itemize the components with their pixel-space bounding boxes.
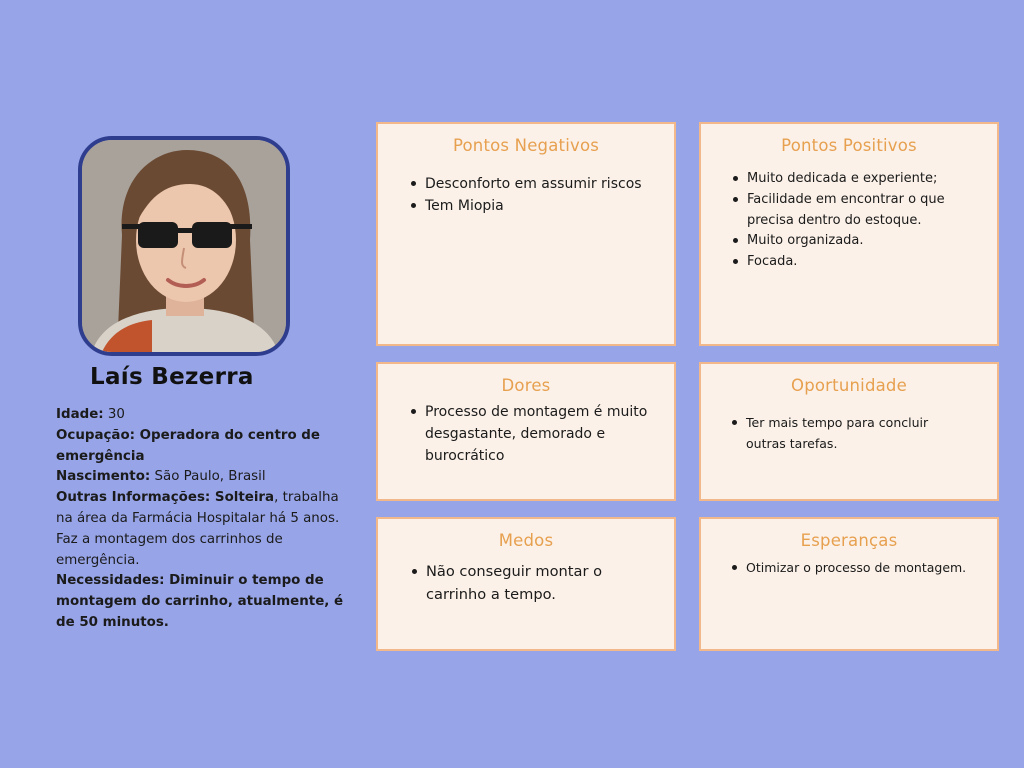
card-list <box>425 401 660 467</box>
card-pontos-positivos <box>699 122 999 346</box>
card-title: Dores <box>501 376 551 395</box>
info-necessidades: Necessidades: Diminuir o tempo de montagem do carrinho, atualmente, é de 50 minutos. <box>56 573 344 630</box>
list-item: Tem Miopia <box>425 195 674 217</box>
card-list <box>425 173 674 217</box>
list-item: Muito organizada. <box>747 231 977 252</box>
card-list <box>747 169 977 273</box>
card-title: Pontos Negativos <box>452 136 600 155</box>
card-oportunidade <box>699 362 999 501</box>
card-dores <box>376 362 676 501</box>
info-idade: Idade: 30 <box>56 407 125 422</box>
list-item: Ter mais tempo para concluir outras tarefas. <box>746 413 961 454</box>
info-outras: Outras Informações: Solteira, trabalha na área da Farmácia Hospitalar há 5 anos. Faz a montagem dos carrinhos de emergência. <box>56 490 340 568</box>
card-title: Esperanças <box>800 531 898 550</box>
card-title: Pontos Positivos <box>781 136 917 155</box>
card-title: Oportunidade <box>791 376 907 395</box>
card-title: Medos <box>498 531 554 550</box>
card-medos <box>376 517 676 651</box>
list-item: Processo de montagem é muito desgastante, demorado e burocrático <box>425 401 660 467</box>
profile-photo <box>78 136 290 356</box>
info-ocupacao: Ocupação: Operadora do centro de emergência <box>56 427 320 464</box>
list-item: Desconforto em assumir riscos <box>425 173 674 195</box>
persona-name: Laís Bezerra <box>90 364 254 390</box>
card-pontos-negativos <box>376 122 676 346</box>
card-list <box>426 560 641 606</box>
list-item: Otimizar o processo de montagem. <box>746 558 986 578</box>
card-list <box>746 558 986 578</box>
list-item: Facilidade em encontrar o que precisa dentro do estoque. <box>747 190 977 232</box>
card-esperancas <box>699 517 999 651</box>
info-nascimento: Nascimento: São Paulo, Brasil <box>56 469 266 485</box>
list-item: Não conseguir montar o carrinho a tempo. <box>426 560 641 606</box>
persona-info <box>56 405 346 634</box>
list-item: Muito dedicada e experiente; <box>747 169 977 190</box>
person-portrait-icon <box>82 140 286 352</box>
list-item: Focada. <box>747 252 977 273</box>
card-list <box>746 413 961 454</box>
